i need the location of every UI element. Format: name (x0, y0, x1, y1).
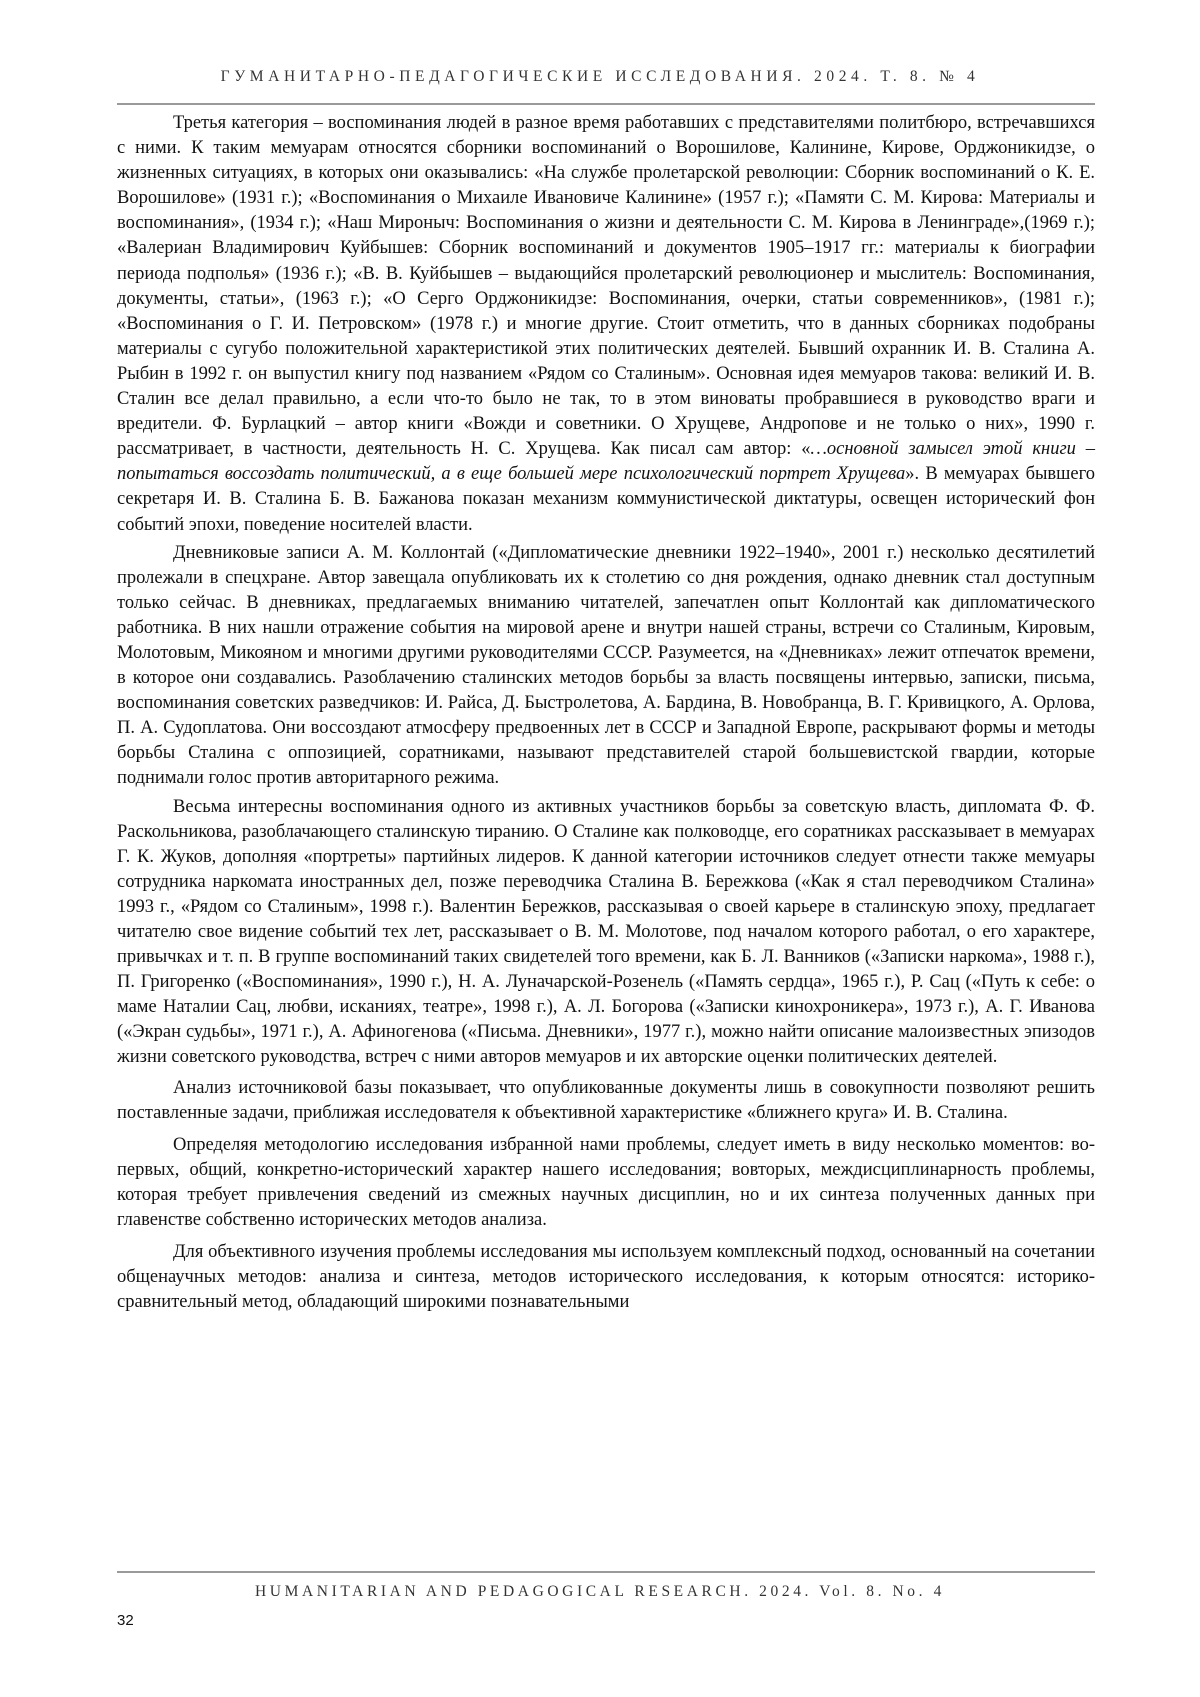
paragraph-raskolnikov-memoirs: Весьма интересны воспоминания одного из активных участников борьбы за советскую власть, дипломата Ф. Ф. Раскольникова, разоблачающего сталинскую тиранию. О Сталине как полководце, его соратниках рассказывает в мемуарах Г. К. Жуков, дополняя «портреты» партийных лидеров. К данной категории источников следует отнести также мемуары сотрудника наркомата иностранных дел, позже переводчика Сталина В. Бережкова («Как я стал переводчиком Сталина» 1993 г., «Рядом со Сталиным», 1998 г.). Валентин Бережков, рассказывая о своей карьере в сталинскую эпоху, предлагает читателю свое видение событий тех лет, рассказывает о В. М. Молотове, под началом которого работал, о его характере, привычках и т. п. В группе воспоминаний таких свидетелей того времени, как Б. Л. Ванников («Записки наркома», 1988 г.), П. Григоренко («Воспоминания», 1990 г.), Н. А. Луначарской-Розенель («Память сердца», 1965 г.), Р. Сац («Путь к себе: о маме Наталии Сац, любви, исканиях, театре», 1998 г.), А. Л. Богорова («Записки кинохроникера», 1973 г.), А. Г. Иванова («Экран судьбы», 1971 г.), А. Афиногенова («Письма. Дневники», 1977 г.), можно найти описание малоизвестных эпизодов жизни советского руководства, встреч с ними авторов мемуаров и их авторские оценки политических деятелей. (117, 795, 1095, 1071)
paragraph-text: Третья категория – воспоминания людей в разное время работавших с представителями политбюро, встречавшихся с ними. К таким мемуарам относятся сборники воспоминаний о Ворошилове, Калинине, Кирове, Орджоникидзе, о жизненных ситуациях, в которых они оказывались: «На службе пролетарской революции: Сборник воспоминаний о К. Е. Ворошилове» (1931 г.); «Воспоминания о Михаиле Ивановиче Калинине» (1957 г.); «Памяти С. М. Кирова: Материалы и воспоминания», (1934 г.); «Наш Мироныч: Воспоминания о жизни и деятельности С. М. Кирова в Ленинграде»,(1969 г.); «Валериан Владимирович Куйбышев: Сборник воспоминаний и документов 1905–1917 гг.: материалы к биографии периода подполья» (1936 г.); «В. В. Куйбышев – выдающийся пролетарский революционер и мыслитель: Воспоминания, документы, статьи», (1963 г.); «О Серго Орджоникидзе: Воспоминания, очерки, статьи современников», (1981 г.); «Воспоминания о Г. И. Петровском» (1978 г.) и многие другие. Стоит отметить, что в данных сборниках подобраны материалы с сугубо положительной характеристикой этих политических деятелей. Бывший охранник И. В. Сталина А. Рыбин в 1992 г. он выпустил книгу под названием «Рядом со Сталиным». Основная идея мемуаров такова: великий И. В. Сталин все делал правильно, а если что-то было не так, то в этом виноваты пробравшиеся в руководство враги и вредители. Ф. Бурлацкий – автор книги «Вожди и советники. О Хрущеве, Андропове и не только о них», 1990 г. рассматривает, в частности, деятельность Н. С. Хрущева. Как писал сам автор: « (117, 113, 1095, 459)
header-rule (117, 103, 1095, 105)
running-header: ГУМАНИТАРНО-ПЕДАГОГИЧЕСКИЕ ИССЛЕДОВАНИЯ. 2024. Т. 8. № 4 (117, 68, 1083, 86)
paragraph-methods: Для объективного изучения проблемы исследования мы используем комплексный подход, основанный на сочетании общенаучных методов: анализа и синтеза, методов исторического исследования, к которым относятся: историко-сравнительный метод, обладающий широкими познавательными (117, 1240, 1095, 1315)
article-body (117, 111, 1095, 1319)
paragraph-source-analysis: Анализ источниковой базы показывает, что опубликованные документы лишь в совокупности позволяют решить поставленные задачи, приближая исследователя к объективной характеристике «ближнего круга» И. В. Сталина. (117, 1076, 1095, 1126)
paragraph-methodology: Определяя методологию исследования избранной нами проблемы, следует иметь в виду несколько моментов: во-первых, общий, конкретно-исторический характер нашего исследования; вовторых, междисциплинарность проблемы, которая требует привлечения сведений из смежных научных дисциплин, но и их синтеза полученных данных при главенстве собственно исторических методов анализа. (117, 1133, 1095, 1233)
journal-page (0, 0, 1200, 1697)
page-number: 32 (117, 1612, 134, 1629)
paragraph-memoirs-category (117, 111, 1095, 538)
paragraph-text: ». В мемуарах бывшего секретаря И. В. Сталина Б. В. Бажанова показан механизм коммунистической диктатуры, освещен исторический фон событий эпохи, поведение носителей власти. (117, 464, 1095, 534)
paragraph-kollontai-diaries: Дневниковые записи А. М. Коллонтай («Дипломатические дневники 1922–1940», 2001 г.) несколько десятилетий пролежали в спецхране. Автор завещала опубликовать их к столетию со дня рождения, однако дневник стал доступным только сейчас. В дневниках, предлагаемых вниманию читателей, запечатлен опыт Коллонтай как дипломатического работника. В них нашли отражение события на мировой арене и внутри нашей страны, встречи со Сталиным, Кировым, Молотовым, Микояном и многими другими руководителями СССР. Разумеется, на «Дневниках» лежит отпечаток времени, в которое они создавались. Разоблачению сталинских методов борьбы за власть посвящены интервью, записки, письма, воспоминания советских разведчиков: И. Райса, Д. Быстролетова, А. Бардина, В. Новобранца, В. Г. Кривицкого, А. Орлова, П. А. Судоплатова. Они воссоздают атмосферу предвоенных лет в СССР и Западной Европе, раскрывают формы и методы борьбы Сталина с оппозицией, соратниками, называют представителей старой большевистской гвардии, которые поднимали голос против авторитарного режима. (117, 541, 1095, 792)
footer-rule (117, 1571, 1095, 1573)
running-footer: HUMANITARIAN AND PEDAGOGICAL RESEARCH. 2024. Vol. 8. No. 4 (117, 1583, 1083, 1601)
italic-quote: …основной замысел этой книги – попытаться воссоздать политический, а в еще большей мере психологический портрет Хрущева (117, 439, 1095, 484)
